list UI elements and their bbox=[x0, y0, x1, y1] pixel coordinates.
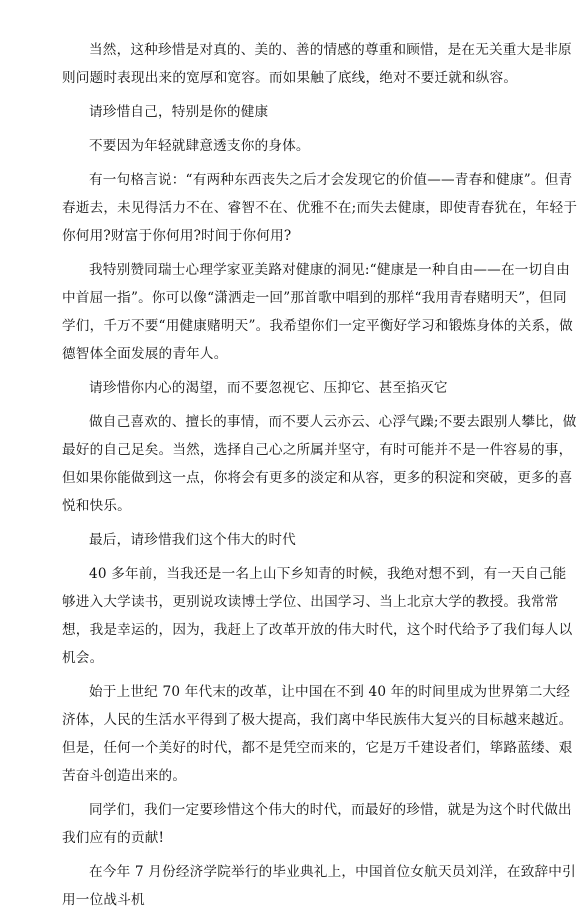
paragraph-reform: 始于上世纪 70 年代末的改革，让中国在不到 40 年的时间里成为世界第二大经济体，人民的生活水平得到了极大提高，我们离中华民族伟大复兴的目标越来越近。但是，任何一个美好的时代，都不是凭空而来的，它是万千建设者们，筚路蓝缕、艰苦奋斗创造出来的。 bbox=[62, 684, 573, 784]
heading-cherish-era: 最后，请珍惜我们这个伟大的时代 bbox=[89, 532, 296, 548]
heading-cherish-inner-desire: 请珍惜你内心的渴望，而不要忽视它、压抑它、甚至掐灭它 bbox=[89, 380, 448, 396]
paragraph-graduation-ceremony: 在今年 7 月份经济学院举行的毕业典礼上，中国首位女航天员刘洋，在致辞中引用一位战斗机 bbox=[62, 864, 576, 908]
paragraph-health-freedom: 我特别赞同瑞士心理学家亚美路对健康的洞见:“健康是一种自由——在一切自由中首屈一指”。你可以像“潇洒走一回”那首歌中唱到的那样“我用青春赌明天”，但同学们，千万不要“用健康赌明天”。我希望你们一定平衡好学习和锻炼身体的关系，做德智体全面发展的青年人。 bbox=[62, 262, 573, 362]
paragraph-forty-years-ago: 40 多年前，当我还是一名上山下乡知青的时候，我绝对想不到，有一天自己能够进入大学读书，更别说攻读博士学位、出国学习、当上北京大学的教授。我常常想，我是幸运的，因为，我赶上了改革开放的伟大时代，这个时代给予了我们每人以机会。 bbox=[62, 566, 573, 666]
paragraph-tolerance: 当然，这种珍惜是对真的、美的、善的情感的尊重和顾惜，是在无关重大是非原则问题时表现出来的宽厚和宽容。而如果触了底线，绝对不要迁就和纵容。 bbox=[62, 42, 572, 86]
heading-cherish-health: 请珍惜自己，特别是你的健康 bbox=[89, 104, 269, 120]
paragraph-proverb: 有一句格言说：“有两种东西丧失之后才会发现它的价值——青春和健康”。但青春逝去，未见得活力不在、睿智不在、优雅不在;而失去健康，即使青春犹在，年轻于你何用?财富于你何用?时间于你何用? bbox=[62, 172, 578, 244]
document-body bbox=[62, 36, 578, 920]
paragraph-contribute: 同学们，我们一定要珍惜这个伟大的时代，而最好的珍惜，就是为这个时代做出我们应有的贡献! bbox=[62, 802, 572, 846]
paragraph-dont-overdraw-body: 不要因为年轻就肆意透支你的身体。 bbox=[89, 138, 310, 154]
paragraph-do-what-you-love: 做自己喜欢的、擅长的事情，而不要人云亦云、心浮气躁;不要去跟别人攀比，做最好的自己足矣。当然，选择自己心之所属并坚守，有时可能并不是一件容易的事，但如果你能做到这一点，你将会有更多的淡定和从容，更多的积淀和突破，更多的喜悦和快乐。 bbox=[62, 414, 577, 514]
